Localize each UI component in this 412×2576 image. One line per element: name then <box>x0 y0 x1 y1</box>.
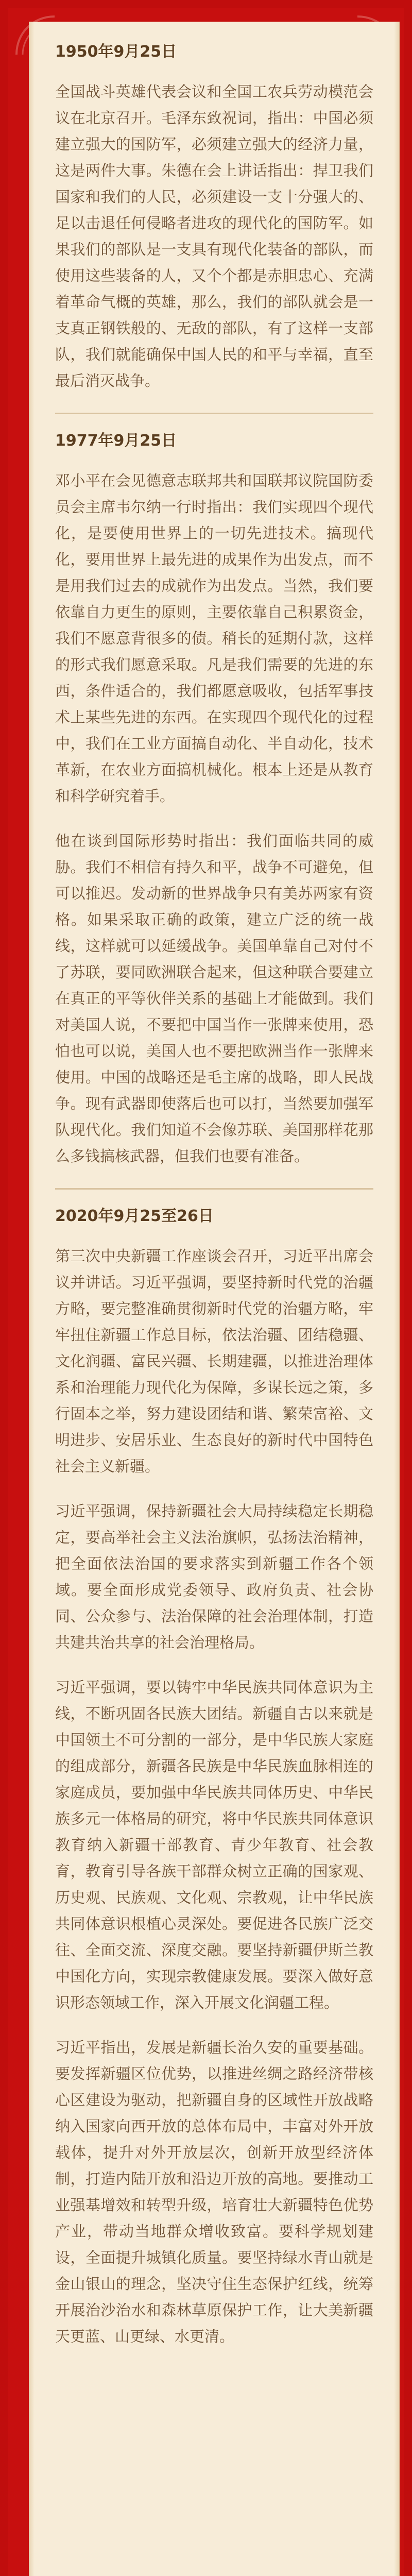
paragraph: 第三次中央新疆工作座谈会召开，习近平出席会议并讲话。习近平强调，要坚持新时代党的治疆方略，要完整准确贯彻新时代党的治疆方略，牢牢扭住新疆工作总目标，依法治疆、团结稳疆、文化润疆、富民兴疆、长期建疆，以推进治理体系和治理能力现代化为保障，多谋长远之策，多行固本之举，努力建设团结和谐、繁荣富裕、文明进步、安居乐业、生态良好的新时代中国特色社会主义新疆。 <box>55 1247 373 1475</box>
paragraph: 全国战斗英雄代表会议和全国工农兵劳动模范会议在北京召开。毛泽东致祝词，指出：中国必须建立强大的国防军，必须建立强大的经济力量，这是两件大事。朱德在会上讲话指出：捍卫我们国家和我们的人民，必须建设一支十分强大的、足以击退任何侵略者进攻的现代化的国防军。如果我们的部队是一支具有现代化装备的部队，而使用这些装备的人，又个个都是赤胆忠心、充满着革命气概的英雄，那么，我们的部队就会是一支真正钢铁般的、无敌的部队，有了这样一支部队，我们就能确保中国人民的和平与幸福，直至最后消灭战争。 <box>55 83 373 389</box>
section-date: 2020年9月25至26日 <box>55 1207 214 1225</box>
paragraph: 他在谈到国际形势时指出：我们面临共同的威胁。我们不相信有持久和平，战争不可避免，但可以推迟。发动新的世界战争只有美苏两家有资格。如果采取正确的政策，建立广泛的统一战线，这样就可以延缓战争。美国单靠自己对付不了苏联，要同欧洲联合起来，但这种联合要建立在真正的平等伙伴关系的基础上才能做到。我们对美国人说，不要把中国当作一张牌来使用，恐怕也可以说，美国人也不要把欧洲当作一张牌来使用。中国的战略还是毛主席的战略，即人民战争。现有武器即使落后也可以打，当然要加强军队现代化。我们知道不会像苏联、美国那样花那么多钱搞核武器，但我们也要有准备。 <box>55 832 373 1165</box>
paragraph: 习近平指出，发展是新疆长治久安的重要基础。要发挥新疆区位优势，以推进丝绸之路经济带核心区建设为驱动，把新疆自身的区域性开放战略纳入国家向西开放的总体布局中，丰富对外开放载体，提升对外开放层次，创新开放型经济体制，打造内陆开放和沿边开放的高地。要推动工业强基增效和转型升级，培育壮大新疆特色优势产业，带动当地群众增收致富。要科学规划建设，全面提升城镇化质量。要坚持绿水青山就是金山银山的理念，坚决守住生态保护红线，统筹开展治沙治水和森林草原保护工作，让大美新疆天更蓝、山更绿、水更清。 <box>55 2039 373 2345</box>
section-divider <box>55 1188 373 1190</box>
paper-edge <box>29 22 35 2576</box>
paragraph: 习近平强调，要以铸牢中华民族共同体意识为主线，不断巩固各民族大团结。新疆自古以来就是中国领土不可分割的一部分，是中华民族大家庭的组成部分，新疆各民族是中华民族血脉相连的家庭成员，要加强中华民族共同体历史、中华民族多元一体格局的研究，将中华民族共同体意识教育纳入新疆干部教育、青少年教育、社会教育，教育引导各族干部群众树立正确的国家观、历史观、民族观、文化观、宗教观，让中华民族共同体意识根植心灵深处。要促进各民族广泛交往、全面交流、深度交融。要坚持新疆伊斯兰教中国化方向，实现宗教健康发展。要深入做好意识形态领域工作，深入开展文化润疆工程。 <box>55 1679 373 2011</box>
section-date: 1950年9月25日 <box>55 43 177 61</box>
paragraph: 习近平强调，保持新疆社会大局持续稳定长期稳定，要高举社会主义法治旗帜，弘扬法治精神，把全面依法治国的要求落实到新疆工作各个领域。要全面形成党委领导、政府负责、社会协同、公众参与、法治保障的社会治理体制，打造共建共治共享的社会治理格局。 <box>55 1502 373 1651</box>
paper-panel <box>29 22 400 2576</box>
section-2020 <box>55 1207 373 2350</box>
section-1950 <box>55 43 373 394</box>
paper-edge <box>394 22 399 2576</box>
section-date: 1977年9月25日 <box>55 432 177 450</box>
section-1977 <box>55 432 373 1170</box>
article-content <box>55 43 373 2350</box>
section-divider <box>55 413 373 414</box>
paragraph: 邓小平在会见德意志联邦共和国联邦议院国防委员会主席韦尔纳一行时指出：我们实现四个现代化，是要使用世界上的一切先进技术。搞现代化，要用世界上最先进的成果作为出发点，而不是用我们过去的成就作为出发点。当然，我们要依靠自力更生的原则，主要依靠自己积累资金，我们不愿意背很多的债。稍长的延期付款，这样的形式我们愿意采取。凡是我们需要的先进的东西，条件适合的，我们都愿意吸收，包括军事技术上某些先进的东西。在实现四个现代化的过程中，我们在工业方面搞自动化、半自动化，技术革新，在农业方面搞机械化。根本上还是从教育和科学研究着手。 <box>55 472 373 805</box>
